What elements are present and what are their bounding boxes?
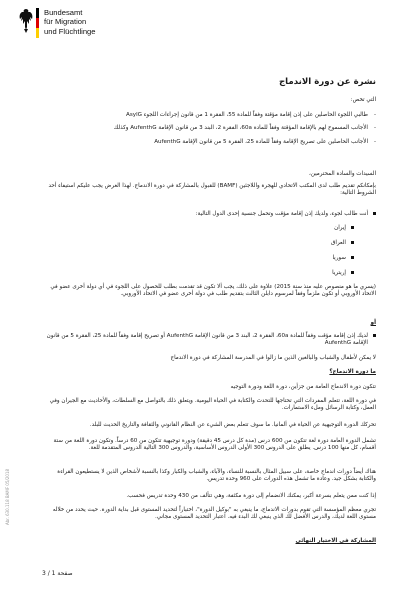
condition-item: لديك إذن إقامة مؤقت وفقاً للمادة 60a، الفقرة 2، البند 3 من قانون الإقامة AufenthG أو تصريح إقامة وفقاً للمادة 25، الفقرة 5 من قانون الإقامة AufenthG — [46, 333, 368, 347]
form-code: Abr. 630.118 BAMF 05/2018 — [5, 468, 10, 525]
list-item-text: الأجانب الحاصلين على تصريح الإقامة وفقاً للمادة 25، الفقرة 5 من قانون الإقامة AufenthG — [154, 139, 368, 145]
or-separator: أو — [370, 320, 376, 326]
org-line: Bundesamt — [44, 8, 83, 17]
paragraph: لا يمكن لأطفال والشباب والبالغين الذين ما زالوا في المدرسة المشاركة في دورة الاندماج — [170, 355, 376, 361]
paragraph: هناك أيضاً دورات اندماج خاصة، على سبيل المثال بالنسبة للنساء، والآباء، والشباب والكبار وكذا بالنسبة لأشخاص الذين لا يستطيعون القراءة والكتابة بشكل جيد. وعادة ما تشمل هذه الدورات على 960 وحدة تدريس. — [57, 469, 376, 483]
intro-text: التي تخص: — [350, 97, 376, 103]
bullet-square-icon — [348, 255, 354, 261]
bullet-dash: - — [373, 125, 376, 131]
bullet-dash: - — [373, 112, 376, 118]
bullet-square-icon — [348, 225, 354, 231]
document-title: نشرة عن دورة الاندماج — [278, 77, 376, 87]
federal-eagle-icon — [18, 8, 34, 34]
paragraph: تحركك الدورة التوجيهية عن الحياة في ألمانيا. ما سوف تتعلم بعض الشيء عن النظام القانوني والثقافة والتاريخ الحديث للبلد. — [89, 422, 376, 428]
list-item-text: طالبي اللجوء الحاصلين على إذن إقامة مؤقتة وفقاً للمادة 55، الفقرة 1 من قانون إجراءات اللجوء AsylG — [126, 112, 368, 118]
condition-item: أنت طالب لجوء، ولديك إذن إقامة مؤقت وتحمل جنسية إحدى الدول التالية: — [195, 211, 368, 217]
paragraph: تشمل الدورة العامة دورة لغة تتكون من 600 درس (مدة كل درس 45 دقيقة) ودورة توجيهية تتكون من 60 درساً. وتكون دورة اللغة من ستة أقسام، كل منها 100 درس. يطلق على الدروس 300 الأولى الدروس الأساسية، والدروس 300 التالية الدروس المتقدمة للغة. — [53, 438, 376, 452]
bullet-dash: - — [373, 139, 376, 145]
list-item-text: الأجانب المسموح لهم بالإقامة المؤقتة وفقاً للمادة 60a، الفقرة 2، البند 3 من قانون الإقامة AufenthG وكذلك — [113, 125, 368, 131]
salutation: السيدات والسادة المحترمين، — [309, 171, 376, 177]
country-item: سوريا — [332, 255, 346, 261]
country-item: إيران — [334, 225, 346, 231]
bamf-logo — [18, 8, 138, 56]
country-item: إريتريا — [332, 270, 346, 276]
org-name — [44, 8, 96, 36]
paragraph: بإمكانكم تقديم طلب لدى المكتب الاتحادي للهجرة واللاجئين (BAMF) للقبول بالمشاركة في دورة الاندماج. لهذا الغرض يجب عليكم استيفاء أحد الشروط التالية: — [48, 183, 376, 197]
section-heading: المشاركة في الاختبار النهائي — [295, 538, 376, 544]
section-heading: ما دورة الاندماج؟ — [329, 369, 376, 375]
paragraph: في دورة اللغة، تتعلم المفردات التي تحتاجها للتحدث والكتابة في الحياة اليومية. ويتعلق ذلك بالتواصل مع السلطات، والأحاديث مع الجيران وفي العمل، وكتابة الرسائل وملء الاستمارات. — [49, 398, 376, 412]
paragraph: تتكون دورة الاندماج العامة من جزأين، دورة اللغة ودورة التوجيه — [230, 384, 376, 390]
paragraph: (يسري ما هو منصوص عليه منذ سنة 2015) علاوة على ذلك، يجب ألا تكون قد تقدمت بطلب للحصول على اللجوء في أي دولة أخرى عضو في الاتحاد الأوروبي أو تكون ملزماً وفقاً لمرسوم دابلن الثالث بتقديم طلب في دولة أخرى عضو في الاتحاد الأوروبي. — [50, 284, 376, 298]
list-item — [42, 112, 368, 119]
paragraph: إذا كنت ممن يتعلم بسرعة أكبر، يمكنك الانضمام إلى دورة مكثفة، وهي تتألف من 430 وحدة تدريس فحسب. — [126, 493, 376, 499]
list-item — [42, 125, 368, 132]
bullet-square-icon — [348, 240, 354, 246]
bullet-square-icon — [370, 211, 376, 217]
bullet-square-icon — [370, 333, 376, 339]
german-flag-stripe — [36, 8, 39, 38]
bullet-square-icon — [348, 270, 354, 276]
list-item — [42, 139, 368, 146]
org-line: für Migration — [44, 17, 87, 27]
org-line: und Flüchtlinge — [44, 26, 96, 36]
paragraph: تجري معظم المؤسسة التي تقوم بدورات الاندماج، ما ينبغي به "بوكيل الدورة"، اختباراً لتحديد المستوى قبل بداية الدورة. حيث يحدد من خلاله مستوى اللغة لديك، والدرس الأفضل لك الذي ينبغي لك البدء فيه. اعتبار التحديد المستوى مجاني. — [52, 507, 376, 521]
country-item: العراق — [331, 240, 346, 246]
page-number: صفحة 1 / 3 — [42, 570, 73, 577]
